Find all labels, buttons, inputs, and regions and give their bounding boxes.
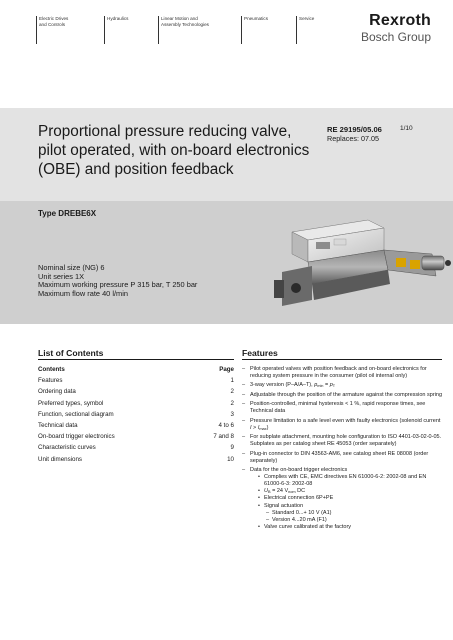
toc-page: 9 [230, 444, 234, 452]
nav-label: Electric Drives [39, 16, 69, 21]
toc-header-row [38, 366, 234, 377]
features-heading: Features [242, 348, 278, 358]
toc-label: Ordering data [38, 388, 76, 396]
toc-page: 4 to 6 [218, 421, 234, 429]
feature-text: = [323, 382, 330, 389]
page-number: 1/10 [400, 125, 413, 132]
spec-line: Maximum flow rate 40 l/min [38, 289, 128, 299]
feature-item: – Pressure limitation to a safe level even with faulty electronics (solenoid current $I > I_{max}$) [242, 417, 441, 431]
symbol-u: U [264, 488, 268, 495]
feature-text: 3-way version (P–A/A–T), [250, 382, 315, 389]
nav-divider [296, 16, 297, 44]
symbol-p: p [329, 382, 333, 389]
nav-label: Hydraulics [107, 16, 129, 21]
nav-divider [158, 16, 159, 44]
bullet-text: Complies with CE, EMC directives EN 61000-6-2: 2002-08 and EN 61000-6-3: 2002-08 [264, 474, 427, 488]
toc-page: 3 [230, 410, 234, 418]
toc-heading: List of Contents [38, 348, 104, 358]
feature-text: Pressure limitation to a safe level even with faulty electronics (solenoid current [250, 417, 441, 424]
feature-text: Adjustable through the position of the armature against the compression spring [250, 391, 443, 398]
spec-line: Unit series 1X [38, 271, 85, 281]
brand-logo: Rexroth [369, 12, 431, 29]
nav-category-hydraulics[interactable] [107, 16, 128, 22]
feature-bullet: • Complies with CE, EMC directives EN 61000-6-2: 2002-08 and EN 61000-6-3: 2002-08 [258, 474, 427, 488]
subscript: B [267, 490, 271, 495]
nav-category-electric-drives[interactable] [39, 16, 68, 28]
feature-item: – Adjustable through the position of the armature against the compression spring [242, 391, 443, 398]
toc-col-page: Page [219, 366, 234, 373]
toc-label: Features [38, 377, 63, 385]
toc-label: Preferred types, symbol [38, 399, 104, 407]
feature-item: – For subplate attachment, mounting hole configuration to ISO 4401-03-02-0-05. Subplates as per catalog sheet RE 45053 (order separately) [242, 434, 442, 448]
toc-label: Unit dimensions [38, 455, 83, 463]
features-list [242, 366, 442, 533]
feature-text: Position-controlled, minimal hysteresis < 1 %, rapid response times, see Technical data [250, 401, 426, 415]
toc-row[interactable] [38, 433, 234, 444]
valve-product-image [272, 210, 452, 322]
feature-item: – Data for the on-board trigger electronics • Complies with CE, EMC directives EN 61000-6-2: 2002-08 and EN 61000-6-3: 2002-08 • $U_B = 24$ $V_{nom}$ DC • Electrical connection 6P+PE • Signal actuation – Standard 0...+ 10 V (A1) – Version 4...20 mA (F1) • Valve curve calibrated at the factory [242, 467, 442, 530]
replaces-note: Replaces: 07.05 [327, 134, 379, 143]
feature-text: Pilot operated valves with position feedback and on-board electronics for reducing system pressure in the consumer (pilot oil internal only) [250, 366, 427, 380]
toc-page: 10 [227, 455, 234, 463]
toc-row[interactable] [38, 411, 234, 422]
bullet-text: DC [295, 488, 306, 495]
toc-page: 7 and 8 [213, 433, 234, 441]
bullet-text: Standard 0...+ 10 V (A1) [272, 509, 332, 516]
toc-label: Technical data [38, 421, 78, 429]
toc-label: Characteristic curves [38, 444, 96, 452]
subscript: max [259, 426, 267, 431]
toc-page: 2 [230, 388, 234, 396]
bullet-text: Signal actuation [264, 502, 304, 509]
toc-row[interactable] [38, 456, 234, 467]
nav-category-linear-motion[interactable] [161, 16, 209, 28]
toc-heading-rule [38, 359, 234, 360]
bullet-text: Version 4...20 mA (F1) [272, 516, 327, 523]
spec-line: Nominal size (NG) 6 [38, 263, 105, 272]
subscript: T [332, 384, 336, 389]
symbol-p: p [314, 382, 318, 389]
feature-sub-bullet: – Version 4...20 mA (F1) [266, 516, 327, 523]
nav-label: Assembly Technologies [161, 21, 209, 27]
toc-row[interactable] [38, 377, 234, 388]
feature-item: – Pilot operated valves with position feedback and on-board electronics for reducing system pressure in the consumer (pilot oil internal only) [242, 366, 427, 380]
brand-group: Bosch Group [360, 30, 431, 44]
nav-label: Pneumatics [244, 16, 269, 21]
bullet-text: Electrical connection 6P+PE [264, 495, 334, 502]
toc-row[interactable] [38, 388, 234, 399]
toc-row[interactable] [38, 444, 234, 455]
table-of-contents [38, 366, 234, 467]
feature-item: – 3-way version (P–A/A–T), $p_{min} = p_T$ [242, 382, 336, 389]
nav-label: Service [299, 16, 315, 21]
feature-item: – Plug-in connector to DIN 43563-AM6, see catalog sheet RE 08008 (order separately) [242, 450, 429, 464]
product-type: Type DREBE6X [38, 209, 97, 218]
toc-col-contents: Contents [38, 366, 65, 373]
bullet-text: Valve curve calibrated at the factory [264, 523, 352, 530]
feature-bullet: • Signal actuation [258, 502, 304, 509]
spec-line: Maximum working pressure P 315 bar, T 250 bar [38, 280, 198, 290]
feature-text: ) [266, 424, 269, 431]
toc-row[interactable] [38, 422, 234, 433]
feature-text: Data for the on-board trigger electronics [250, 467, 348, 474]
toc-row[interactable] [38, 400, 234, 411]
page-title: Proportional pressure reducing valve, pilot operated, with on-board electronics (OBE) and position feedback [38, 123, 310, 178]
feature-text: Plug-in connector to DIN 43563-AM6, see catalog sheet RE 08008 (order separately) [250, 450, 429, 464]
feature-item: – Position-controlled, minimal hysteresis < 1 %, rapid response times, see Technical data [242, 401, 426, 415]
subscript: min [317, 384, 324, 389]
toc-page: 2 [230, 399, 234, 407]
symbol-i: I [250, 424, 252, 431]
feature-bullet: • Electrical connection 6P+PE [258, 495, 334, 502]
feature-text: For subplate attachment, mounting hole configuration to ISO 4401-03-02-0-05. Subplates as per catalog sheet RE 45053 (order separately) [250, 434, 442, 448]
symbol-i: I [257, 424, 260, 431]
nav-divider [36, 16, 37, 44]
nav-label: Linear Motion and [161, 16, 198, 21]
bullet-text: = 24 V [270, 488, 289, 495]
feature-text: > [251, 424, 258, 431]
nav-category-service[interactable] [299, 16, 314, 22]
top-navigation [0, 0, 453, 50]
nav-category-pneumatics[interactable] [244, 16, 268, 22]
document-number: RE 29195/05.06 [327, 125, 382, 134]
toc-label: Function, sectional diagram [38, 410, 114, 418]
feature-bullet: • Valve curve calibrated at the factory [258, 523, 352, 530]
nav-label: and Controls [39, 21, 66, 27]
nav-divider [241, 16, 242, 44]
feature-sub-bullet: – Standard 0...+ 10 V (A1) [266, 509, 332, 516]
toc-label: On-board trigger electronics [38, 433, 115, 441]
toc-page: 1 [230, 377, 234, 385]
nav-divider [104, 16, 105, 44]
product-specs [38, 264, 197, 299]
features-heading-rule [242, 359, 442, 360]
feature-bullet: • $U_B = 24$ $V_{nom}$ DC [258, 488, 306, 495]
subscript: nom [288, 490, 296, 495]
